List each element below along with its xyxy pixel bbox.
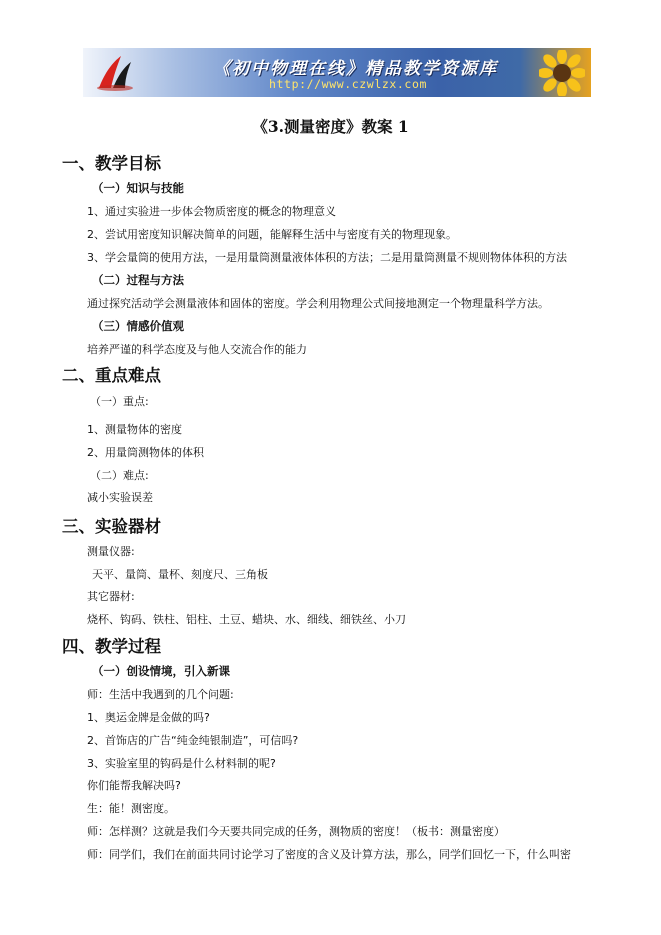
equipment-line: 天平、量筒、量杯、刻度尺、三角板 — [92, 568, 268, 581]
section-heading-equipment: 三、实验器材 — [62, 517, 161, 536]
equipment-line: 烧杯、钩码、铁柱、铝柱、土豆、蜡块、水、细线、细铁丝、小刀 — [87, 613, 406, 626]
objective-line: 2、尝试用密度知识解决简单的问题，能解释生活中与密度有关的物理现象。 — [87, 228, 457, 241]
subheading-introduction: （一）创设情境，引入新课 — [92, 664, 230, 678]
key-point-line: 2、用量筒测物体的体积 — [87, 446, 204, 459]
dialogue-line: 生：能！测密度。 — [87, 802, 175, 815]
key-point-line: 1、测量物体的密度 — [87, 423, 182, 436]
dialogue-line: 师：生活中我遇到的几个问题: — [87, 688, 234, 701]
header-banner — [83, 48, 591, 97]
subheading-knowledge-skills: （一）知识与技能 — [92, 181, 184, 195]
objective-line: 3、学会量筒的使用方法，一是用量筒测量液体体积的方法；二是用量筒测量不规则物体体积的方法 — [87, 251, 567, 264]
banner-title: 《初中物理在线》精品教学资源库 — [213, 59, 498, 79]
difficulty-line: 减小实验误差 — [87, 491, 153, 504]
section-heading-objectives: 一、教学目标 — [62, 154, 161, 173]
subheading-difficulty: （二）难点: — [90, 469, 149, 482]
objective-line: 1、通过实验进一步体会物质密度的概念的物理意义 — [87, 205, 336, 218]
dialogue-line: 3、实验室里的钩码是什么材料制的呢? — [87, 757, 276, 770]
equipment-line: 测量仪器: — [87, 545, 135, 558]
objective-line: 通过探究活动学会测量液体和固体的密度。学会利用物理公式间接地测定一个物理量科学方法。 — [87, 297, 549, 310]
dialogue-line: 师：同学们，我们在前面共同讨论学习了密度的含义及计算方法，那么，同学们回忆一下，什么叫密 — [87, 848, 571, 861]
banner-url: http://www.czwlzx.com — [269, 77, 427, 91]
dialogue-line: 师：怎样测？这就是我们今天要共同完成的任务，测物质的密度！（板书：测量密度） — [87, 825, 505, 838]
dialogue-line: 你们能帮我解决吗? — [87, 779, 181, 792]
section-heading-key-points: 二、重点难点 — [62, 366, 161, 385]
sunflower-icon — [539, 50, 585, 96]
document-title: 《3.测量密度》教案 1 — [252, 117, 409, 136]
logo-icon — [95, 54, 135, 92]
equipment-line: 其它器材: — [87, 590, 135, 603]
objective-line: 培养严谨的科学态度及与他人交流合作的能力 — [87, 343, 307, 356]
subheading-values: （三）情感价值观 — [92, 319, 184, 333]
dialogue-line: 2、首饰店的广告“纯金纯银制造”，可信吗? — [87, 734, 299, 747]
subheading-key-point: （一）重点: — [90, 395, 149, 408]
subheading-process-method: （二）过程与方法 — [92, 273, 184, 287]
section-heading-process: 四、教学过程 — [62, 637, 161, 656]
dialogue-line: 1、奥运金牌是金做的吗? — [87, 711, 210, 724]
